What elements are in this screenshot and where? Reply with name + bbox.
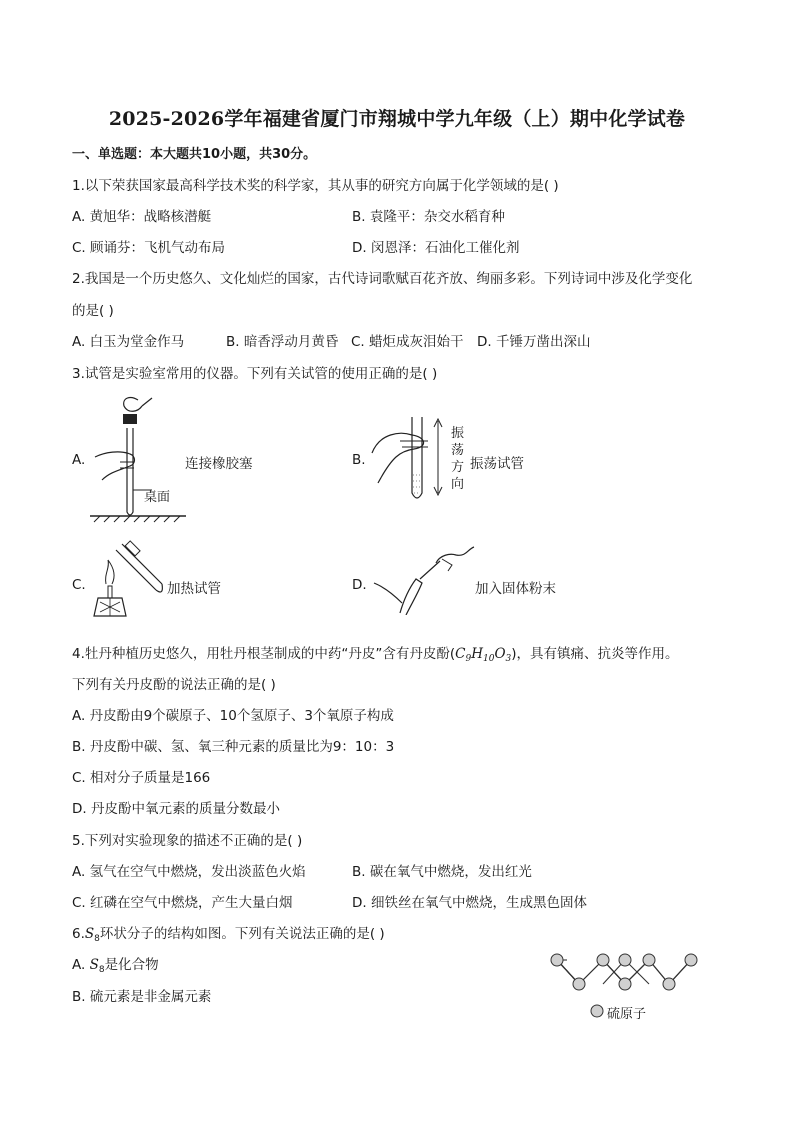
q1-option-d[interactable]: D. 闵恩泽：石油化工催化剂 [352,240,520,256]
q3-option-b-text[interactable]: 振荡试管 [470,456,524,472]
q2-option-b[interactable]: B. 暗香浮动月黄昏 [226,334,339,350]
q3-figure-b-shaking [370,413,450,505]
q4-option-b[interactable]: B. 丹皮酚中碳、氢、氧三种元素的质量比为9：10：3 [72,739,395,755]
element-symbol: O [494,646,506,662]
q1-option-c[interactable]: C. 顾诵芬：飞机气动布局 [72,240,226,256]
q4-option-a[interactable]: A. 丹皮酚由9个碳原子、10个氢原子、3个氧原子构成 [72,708,394,724]
element-symbol: S [89,957,99,973]
direction-char: 向 [451,477,465,492]
q3-option-d-letter[interactable]: D. [352,577,367,593]
option-text: 是化合物 [104,957,159,973]
q3-stem: 3.试管是实验室常用的仪器。下列有关试管的使用正确的是( ) [72,366,438,382]
q4-stem-text: 4.牡丹种植历史悠久，用牡丹根茎制成的中药“丹皮”含有丹皮酚( [72,646,456,662]
q6-stem [72,925,385,948]
q6-option-b[interactable]: B. 硫元素是非金属元素 [72,989,212,1005]
q2-option-d[interactable]: D. 千锤万凿出深山 [477,334,591,350]
q5-option-b[interactable]: B. 碳在氧气中燃烧，发出红光 [352,864,532,880]
q6-option-a[interactable] [72,956,159,979]
q4-stem-text: )，具有镇痛、抗炎等作用。 [511,646,679,662]
subscript: 8 [94,934,100,944]
subscript: 8 [98,965,105,975]
q3-option-c-letter[interactable]: C. [72,577,86,593]
subscript: 9 [465,654,472,664]
q2-option-a[interactable]: A. 白玉为堂金作马 [72,334,185,350]
q2-stem-line1: 2.我国是一个历史悠久、文化灿烂的国家，古代诗词歌赋百花齐放、绚丽多彩。下列诗词中涉及化学变化 [72,271,693,287]
q5-option-c[interactable]: C. 红磷在空气中燃烧，产生大量白烟 [72,895,293,911]
q6-stem-text: 环状分子的结构如图。下列有关说法正确的是( ) [99,926,385,942]
exam-title: 2025-2026学年福建省厦门市翔城中学九年级（上）期中化学试卷 [108,108,686,130]
q5-option-d[interactable]: D. 细铁丝在氧气中燃烧，生成黑色固体 [352,895,587,911]
q4-stem-line1 [72,645,679,668]
section-heading: 一、单选题：本大题共10小题，共30分。 [72,147,317,162]
q3-figure-d-powder [370,543,480,615]
q1-option-b[interactable]: B. 袁隆平：杂交水稻育种 [352,209,505,225]
q5-stem: 5.下列对实验现象的描述不正确的是( ) [72,833,303,849]
q2-stem-line2: 的是( ) [72,303,114,319]
q3-figure-c-heating [86,540,166,620]
chemical-formula [455,646,511,662]
q4-option-c[interactable]: C. 相对分子质量是166 [72,770,211,786]
direction-char: 振 [451,426,465,441]
q3-option-a-text[interactable]: 连接橡胶塞 [185,456,253,472]
q3-option-c-text[interactable]: 加热试管 [167,581,221,597]
q5-option-a[interactable]: A. 氢气在空气中燃烧，发出淡蓝色火焰 [72,864,306,880]
subscript: 10 [483,654,495,664]
direction-char: 方 [451,460,465,475]
q1-option-a[interactable]: A. 黄旭华：战略核潜艇 [72,209,212,225]
direction-char: 荡 [451,443,465,458]
q3-option-a-letter[interactable]: A. [72,452,86,468]
q1-stem: 1.以下荣获国家最高科学技术奖的科学家，其从事的研究方向属于化学领域的是( ) [72,178,559,194]
q3-option-d-text[interactable]: 加入固体粉末 [475,581,556,597]
q3-shake-direction-label [451,425,467,493]
q4-stem-line2: 下列有关丹皮酚的说法正确的是( ) [72,677,276,693]
element-symbol: C [455,646,466,662]
q6-number: 6. [72,926,85,942]
option-letter: A. [72,957,90,973]
subscript: 3 [505,654,512,664]
q3-desk-label: 桌面 [144,490,171,505]
q3-figure-a-stopper [90,392,190,527]
element-symbol: S [84,926,95,942]
q3-option-b-letter[interactable]: B. [352,452,366,468]
sulfur-atom-legend: 硫原子 [607,1007,647,1022]
element-symbol: H [471,646,483,662]
q4-option-d[interactable]: D. 丹皮酚中氧元素的质量分数最小 [72,801,280,817]
q2-option-c[interactable]: C. 蜡炬成灰泪始干 [351,334,464,350]
